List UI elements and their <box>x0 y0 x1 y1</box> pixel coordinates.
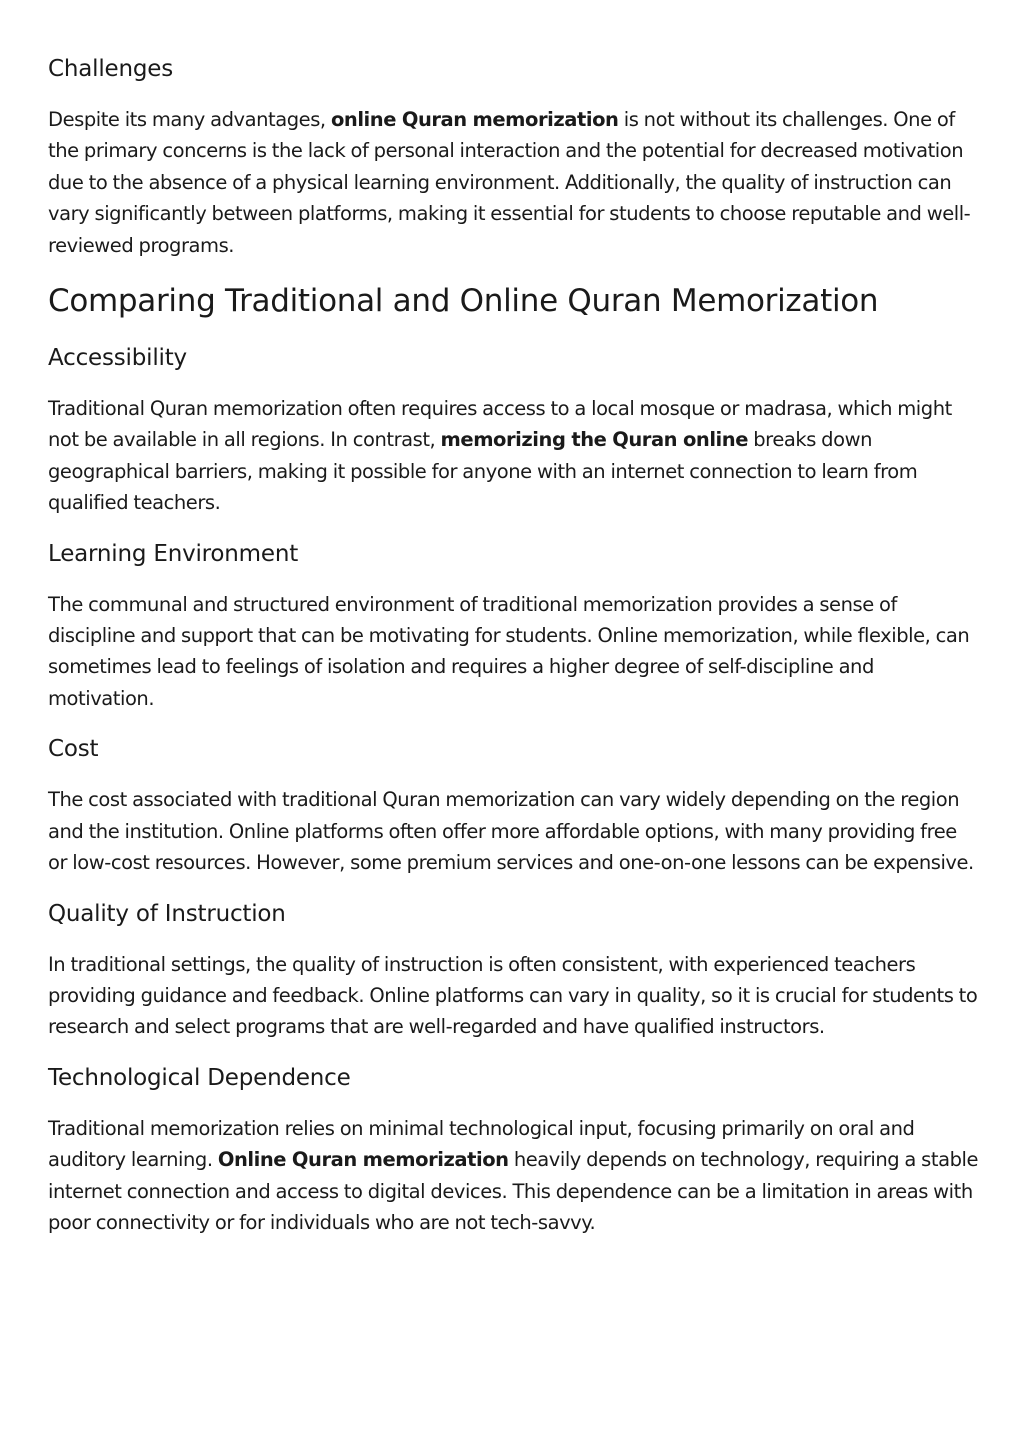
paragraph-challenges <box>48 104 978 261</box>
section-technology <box>48 1063 978 1239</box>
heading-challenges: Challenges <box>48 56 173 82</box>
heading-learning-environment: Learning Environment <box>48 540 299 567</box>
text-run: is not without its challenges. One of the primary concerns is the lack of personal interaction and the potential for decreased motivation due to the absence of a physical learning environment. Additionally, the quality of instruction can vary significantly between platforms, making it essential for students to choose reputable and well-reviewed programs. <box>48 108 971 257</box>
heading-technology: Technological Dependence <box>48 1064 351 1091</box>
section-cost <box>48 734 978 878</box>
paragraph-quality: In traditional settings, the quality of instruction is often consistent, with experienced teachers providing guidance and feedback. Online platforms can vary in quality, so it is crucial for students to research and select programs that are well-regarded and have qualified instructors. <box>48 952 978 1039</box>
document-page <box>48 54 978 1258</box>
paragraph-technology <box>48 1113 978 1239</box>
section-accessibility <box>48 343 978 519</box>
heading-accessibility: Accessibility <box>48 345 187 372</box>
paragraph-cost: The cost associated with traditional Quran memorization can vary widely depending on the region and the institution. Online platforms often offer more affordable options, with many providing free or low-cost resources. However, some premium services and one-on-one lessons can be expensive. <box>48 788 974 875</box>
text-run: Despite its many advantages, <box>48 108 331 131</box>
heading-comparison: Comparing Traditional and Online Quran Memorization <box>48 283 879 320</box>
bold-keyword: memorizing the Quran online <box>440 428 748 452</box>
bold-keyword: Online Quran memorization <box>217 1148 509 1172</box>
heading-cost: Cost <box>48 736 99 763</box>
text-run: heavily depends on technology, requiring a stable internet connection and access to digital devices. This dependence can be a limitation in areas with poor connectivity or for individuals who are not tech-savvy. <box>48 1148 979 1234</box>
paragraph-learning-environment: The communal and structured environment of traditional memorization provides a sense of discipline and support that can be motivating for students. Online memorization, while flexible, can sometimes lead to feelings of isolation and requires a higher degree of self-discipline and motivation. <box>48 592 970 710</box>
heading-quality: Quality of Instruction <box>48 900 286 927</box>
section-learning-environment <box>48 539 978 715</box>
paragraph-accessibility <box>48 393 978 519</box>
text-run: Traditional Quran memorization often requires access to a local mosque or madrasa, which might not be available in all regions. In contrast, <box>48 397 952 452</box>
section-quality <box>48 899 978 1043</box>
bold-keyword: online Quran memorization <box>330 108 619 131</box>
section-challenges <box>48 54 978 261</box>
text-run: breaks down geographical barriers, making it possible for anyone with an internet connection to learn from qualified teachers. <box>48 428 918 515</box>
text-run: Traditional memorization relies on minimal technological input, focusing primarily on oral and auditory learning. <box>48 1116 915 1172</box>
